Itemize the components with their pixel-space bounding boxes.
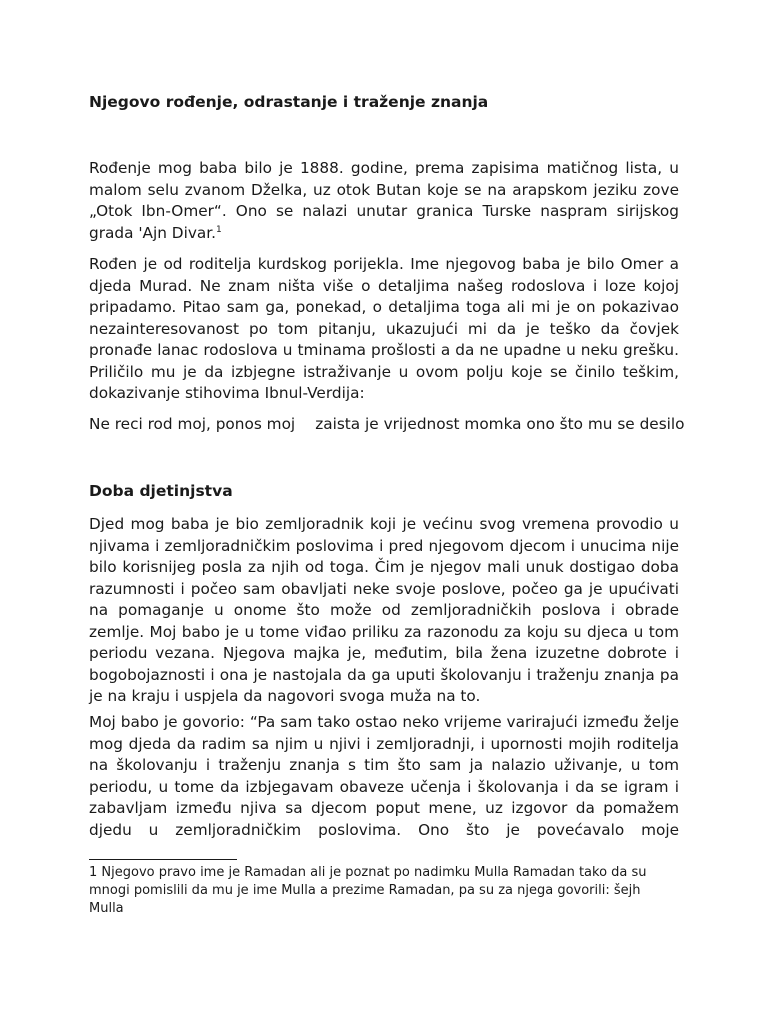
verse-line [89, 414, 689, 435]
section-heading-childhood: Doba djetinjstva [89, 482, 233, 500]
footnote-text: 1 Njegovo pravo ime je Ramadan ali je poznat po nadimku Mulla Ramadan tako da su mnogi pomislili da mu je ime Mulla a prezime Ramadan, pa su za njega govorili: šejh Mulla [89, 865, 647, 916]
footnote-separator [89, 859, 237, 860]
paragraph-father-quote: Moj babo je govorio: “Pa sam tako ostao neko vrijeme varirajući između želje mog djeda da radim sa njim u njivi i zemljoradnji, i upornosti mojih roditelja na školovanju i traženju znanja s tim što sam ja nalazio uživanje, u tom periodu, u tome da izbjegavam obaveze učenja i školovanja i da se igram i zabavljam između njiva sa djecom poput mene, uz izgovor da pomažem djedu u zemljoradničkim poslovima. Ono što je povećavalo moje [89, 713, 679, 839]
paragraph-birth [89, 158, 679, 244]
paragraph-origin: Rođen je od roditelja kurdskog porijekla. Ime njegovog baba je bilo Omer a djeda Murad. Ne znam ništa više o detaljima našeg rodoslova i loze kojoj pripadamo. Pitao sam ga, ponekad, o detaljima toga ali mi je on pokazivao nezainteresovanost po tom pitanju, ukazujući mi da je teško da čovjek pronađe lanac rodoslova u tminama prošlosti a da ne upadne u neku grešku. Priličilo mu je da izbjegne istraživanje u ovom polju koje se činilo teškim, dokazivanje stihovima Ibnul-Verdija: [89, 255, 679, 402]
verse-hemistich-1: Ne reci rod moj, ponos moj [89, 415, 296, 433]
footnote-reference[interactable]: 1 [216, 224, 222, 235]
paragraph-childhood: Djed mog baba je bio zemljoradnik koji je većinu svog vremena provodio u njivama i zemljoradničkim poslovima i pred njegovom djecom i unucima nije bilo korisnijeg posla za njih od toga. Čim je njegov mali unuk dostigao doba razumnosti i počeo sam obavljati neke svoje poslove, počeo ga je upućivati na pomaganje u onome što može od zemljoradničkih poslova i obrade zemlje. Moj babo je u tome viđao priliku za razonodu za koju su djeca u tom periodu vezana. Njegova majka je, međutim, bila žena izuzetne dobrote i bogobojaznosti i ona je nastojala da ga uputi školovanju i traženju znanja pa je na kraju i uspjela da nagovori svoga muža na to. [89, 515, 679, 705]
paragraph-birth-text: Rođenje mog baba bilo je 1888. godine, prema zapisima matičnog lista, u malom selu zvanom Dželka, uz otok Butan koje se na arapskom jeziku zove „Otok Ibn-Omer“. Ono se nalazi unutar granica Turske naspram sirijskog grada 'Ajn Divar. [89, 159, 679, 242]
verse-hemistich-2: zaista je vrijednost momka ono što mu se desilo [315, 415, 685, 433]
section-heading-birth: Njegovo rođenje, odrastanje i traženje znanja [89, 93, 489, 111]
